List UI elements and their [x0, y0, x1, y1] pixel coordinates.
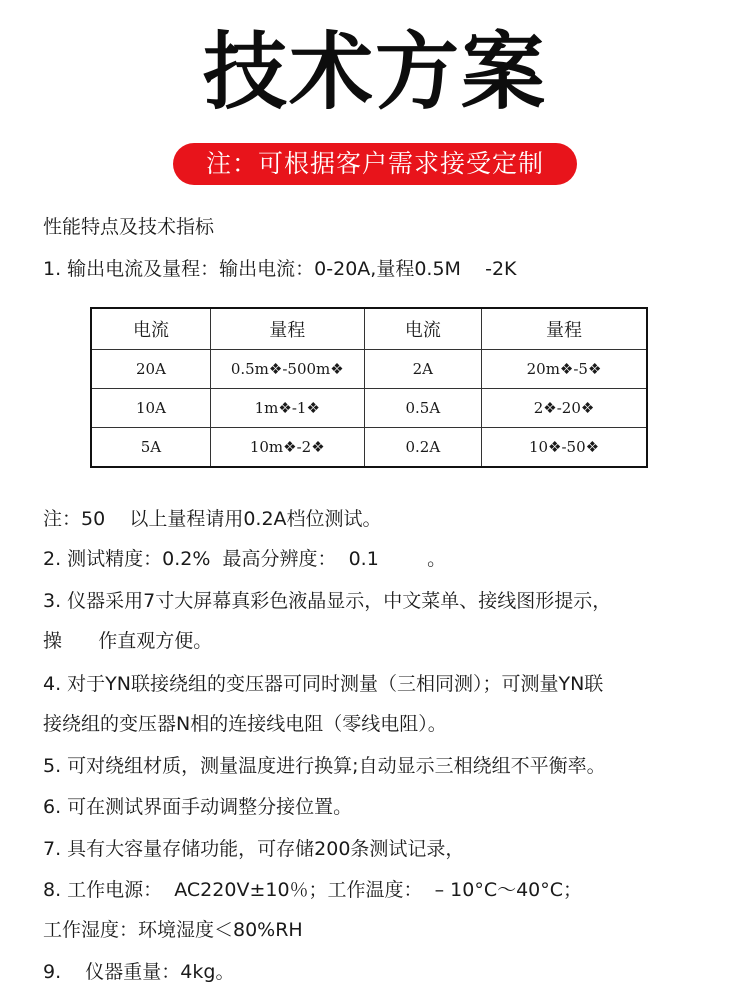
table-cell: 10A: [91, 389, 210, 428]
table-cell: 1m❖-1❖: [210, 389, 364, 428]
table-row: [91, 350, 647, 389]
table-cell: 10m❖-2❖: [210, 428, 364, 468]
table-cell: 2A: [364, 350, 481, 389]
customization-note-banner: 注：可根据客户需求接受定制: [173, 143, 577, 185]
page-title: 技术方案: [202, 23, 547, 121]
spec-item-3: 3. 仪器采用7寸大屏幕真彩色液晶显示，中文菜单、接线图形提示，: [43, 590, 612, 612]
header-current-2: 电流: [364, 308, 481, 350]
spec-item-7: 7. 具有大容量存储功能，可存储200条测试记录，: [43, 838, 465, 860]
spec-item-8: 8. 工作电源： AC220V±10％；工作温度： – 10°C～40°C；: [43, 879, 583, 901]
header-current-1: 电流: [91, 308, 210, 350]
spec-item-3-cont: 操 作直观方便。: [43, 630, 213, 652]
spec-item-5: 5. 可对绕组材质，测量温度进行换算;自动显示三相绕组不平衡率。: [43, 755, 606, 777]
spec-item-8-cont: 工作湿度：环境湿度＜80%RH: [43, 919, 303, 941]
spec-item-4: 4. 对于YN联接绕组的变压器可同时测量（三相同测）；可测量YN联: [43, 673, 604, 695]
spec-item-6: 6. 可在测试界面手动调整分接位置。: [43, 796, 353, 818]
table-cell: 0.5m❖-500m❖: [210, 350, 364, 389]
header-range-1: 量程: [210, 308, 364, 350]
table-cell: 20A: [91, 350, 210, 389]
table-row: [91, 389, 647, 428]
table-cell: 5A: [91, 428, 210, 468]
header-range-2: 量程: [482, 308, 647, 350]
range-note: 注：50 以上量程请用0.2A档位测试。: [43, 508, 382, 530]
table-cell: 10❖-50❖: [482, 428, 647, 468]
table-cell: 0.2A: [364, 428, 481, 468]
table-cell: 20m❖-5❖: [482, 350, 647, 389]
spec-item-4-cont: 接绕组的变压器N相的连接线电阻（零线电阻）。: [43, 713, 447, 735]
current-range-table: [90, 307, 648, 468]
spec-item-2: 2. 测试精度：0.2% 最高分辨度： 0.1 。: [43, 548, 447, 570]
table-row: [91, 428, 647, 468]
table-cell: 2❖-20❖: [482, 389, 647, 428]
table-cell: 0.5A: [364, 389, 481, 428]
spec-item-9: 9. 仪器重量：4kg。: [43, 961, 235, 983]
spec-item-1: 1. 输出电流及量程：输出电流：0-20A,量程0.5M -2K: [43, 258, 517, 280]
table-header-row: [91, 308, 647, 350]
section-heading: 性能特点及技术指标: [43, 216, 215, 238]
